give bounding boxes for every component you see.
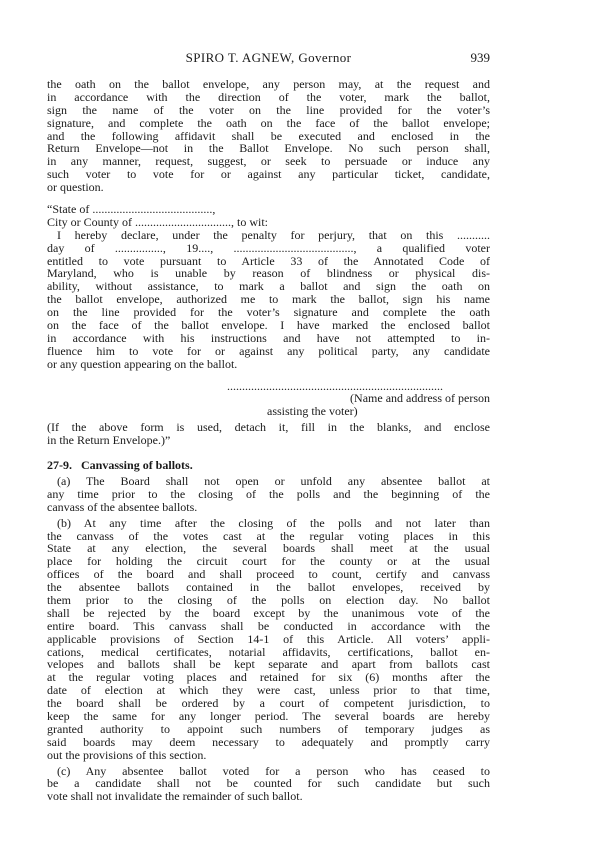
text-line: cations, medical certificates, notarial affidavits, certifications, ballot en- [47,644,490,659]
signature-caption-1: (Name and address of person [350,391,490,406]
signature-line: ........................................................................ [227,378,443,393]
header-title: SPIRO T. AGNEW, Governor [185,50,352,65]
text-line: entire board. This canvass shall be conducted in accordance with the [47,618,490,633]
section-title: Canvassing of ballots. [81,458,193,473]
signature-block [47,380,490,419]
text-line: (c) Any absentee ballot voted for a person who has ceased to [57,763,490,778]
text-line: (a) The Board shall not open or unfold any absentee ballot at [57,473,490,488]
running-header [47,50,490,65]
text-line: them prior to the closing of the polls on election day. No ballot [47,592,490,607]
page-number: 939 [470,50,490,65]
text-line: shall be rejected by the board except by the unanimous vote of the [47,605,490,620]
form-city-line: City or County of ................................, to wit: [47,214,269,229]
signature-caption-2: assisting the voter) [267,404,358,419]
text-line: ability, without assistance, to mark a ballot and sign the oath on [47,279,490,294]
body-text [47,78,490,803]
text-line: at the regular voting places and retained for six (6) months after the [47,670,490,685]
paragraph-note [47,421,490,447]
text-line: and the following affidavit shall be executed and enclosed in the [47,128,490,143]
text-line: Maryland, who is unable by reason of blindness or physical dis- [47,266,490,281]
text-line: any time prior to the closing of the polls and the beginning of the [47,486,490,501]
text-line: signature, and complete the oath on the face of the ballot envelope; [47,115,490,130]
text-line: the oath on the ballot envelope, any person may, at the request and [47,77,490,91]
text-line: the canvass of the votes cast at the regular voting places in this [47,528,490,543]
text-line: keep the same for any longer period. The several boards are hereby [47,708,490,723]
text-line: sign the name of the voter on the line provided for the voter’s [47,102,490,117]
text-line: be a candidate shall not be counted for such candidate but such [47,776,490,791]
text-line: or question. [47,180,104,195]
section-heading [47,459,490,472]
text-line: the ballot envelope, authorized me to mark the ballot, sign his name [47,292,490,307]
text-line: such voter to vote for or against any particular ticket, candidate, [47,167,490,182]
affidavit-text [47,229,490,371]
paragraph-b [47,517,490,762]
text-line: the board shall be ordered by a court of competent jurisdiction, to [47,696,490,711]
text-line: canvass of the absentee ballots. [47,499,198,514]
text-line: said boards may deem necessary to adequately and promptly carry [47,734,490,749]
text-line: in the Return Envelope.)” [47,433,171,448]
paragraph-a [47,475,490,514]
text-line: (If the above form is used, detach it, fill in the blanks, and enclose [47,420,490,435]
text-line: on the line provided for the voter’s signature and complete the oath [47,305,490,320]
text-line: in accordance with the direction of the voter, mark the ballot, [47,89,490,104]
text-line: granted authority to appoint such numbers of temporary judges as [47,721,490,736]
text-line: I hereby declare, under the penalty for perjury, that on this ........... [57,227,490,242]
form-state-line: “State of ........................................, [47,202,216,217]
text-line: day of ................, 19...., ........................................, a qualified voter [47,240,490,255]
text-line: or any question appearing on the ballot. [47,356,238,371]
text-line: (b) At any time after the closing of the polls and not later than [57,515,490,530]
text-line: place for holding the circuit court for the county or at the usual [47,554,490,569]
text-line: the absentee ballots contained in the ballot envelopes, received by [47,580,490,595]
text-line: offices of the board and shall proceed to count, certify and canvass [47,567,490,582]
text-line: applicable provisions of Section 14-1 of this Article. All voters’ appli- [47,631,490,646]
text-line: in accordance with his instructions and have not attempted to in- [47,330,490,345]
text-line: State at any election, the several boards shall meet at the usual [47,541,490,556]
text-line: entitled to vote pursuant to Article 33 of the Annotated Code of [47,253,490,268]
paragraph-oath [47,78,490,194]
text-line: on the face of the ballot envelope. I have marked the enclosed ballot [47,318,490,333]
text-line: in any manner, request, suggest, or seek to persuade or induce any [47,154,490,169]
text-line: Return Envelope—not in the Ballot Envelope. No such person shall, [47,141,490,156]
paragraph-c [47,765,490,804]
text-line: vote shall not invalidate the remainder of such ballot. [47,789,303,804]
section-number: 27-9. [47,458,72,473]
text-line: date of election at which they were cast, unless prior to that time, [47,683,490,698]
text-line: velopes and ballots shall be kept separate and apart from ballots cast [47,657,490,672]
text-line: out the provisions of this section. [47,747,207,762]
text-line: fluence him to vote for or against any political party, any candidate [47,343,490,358]
